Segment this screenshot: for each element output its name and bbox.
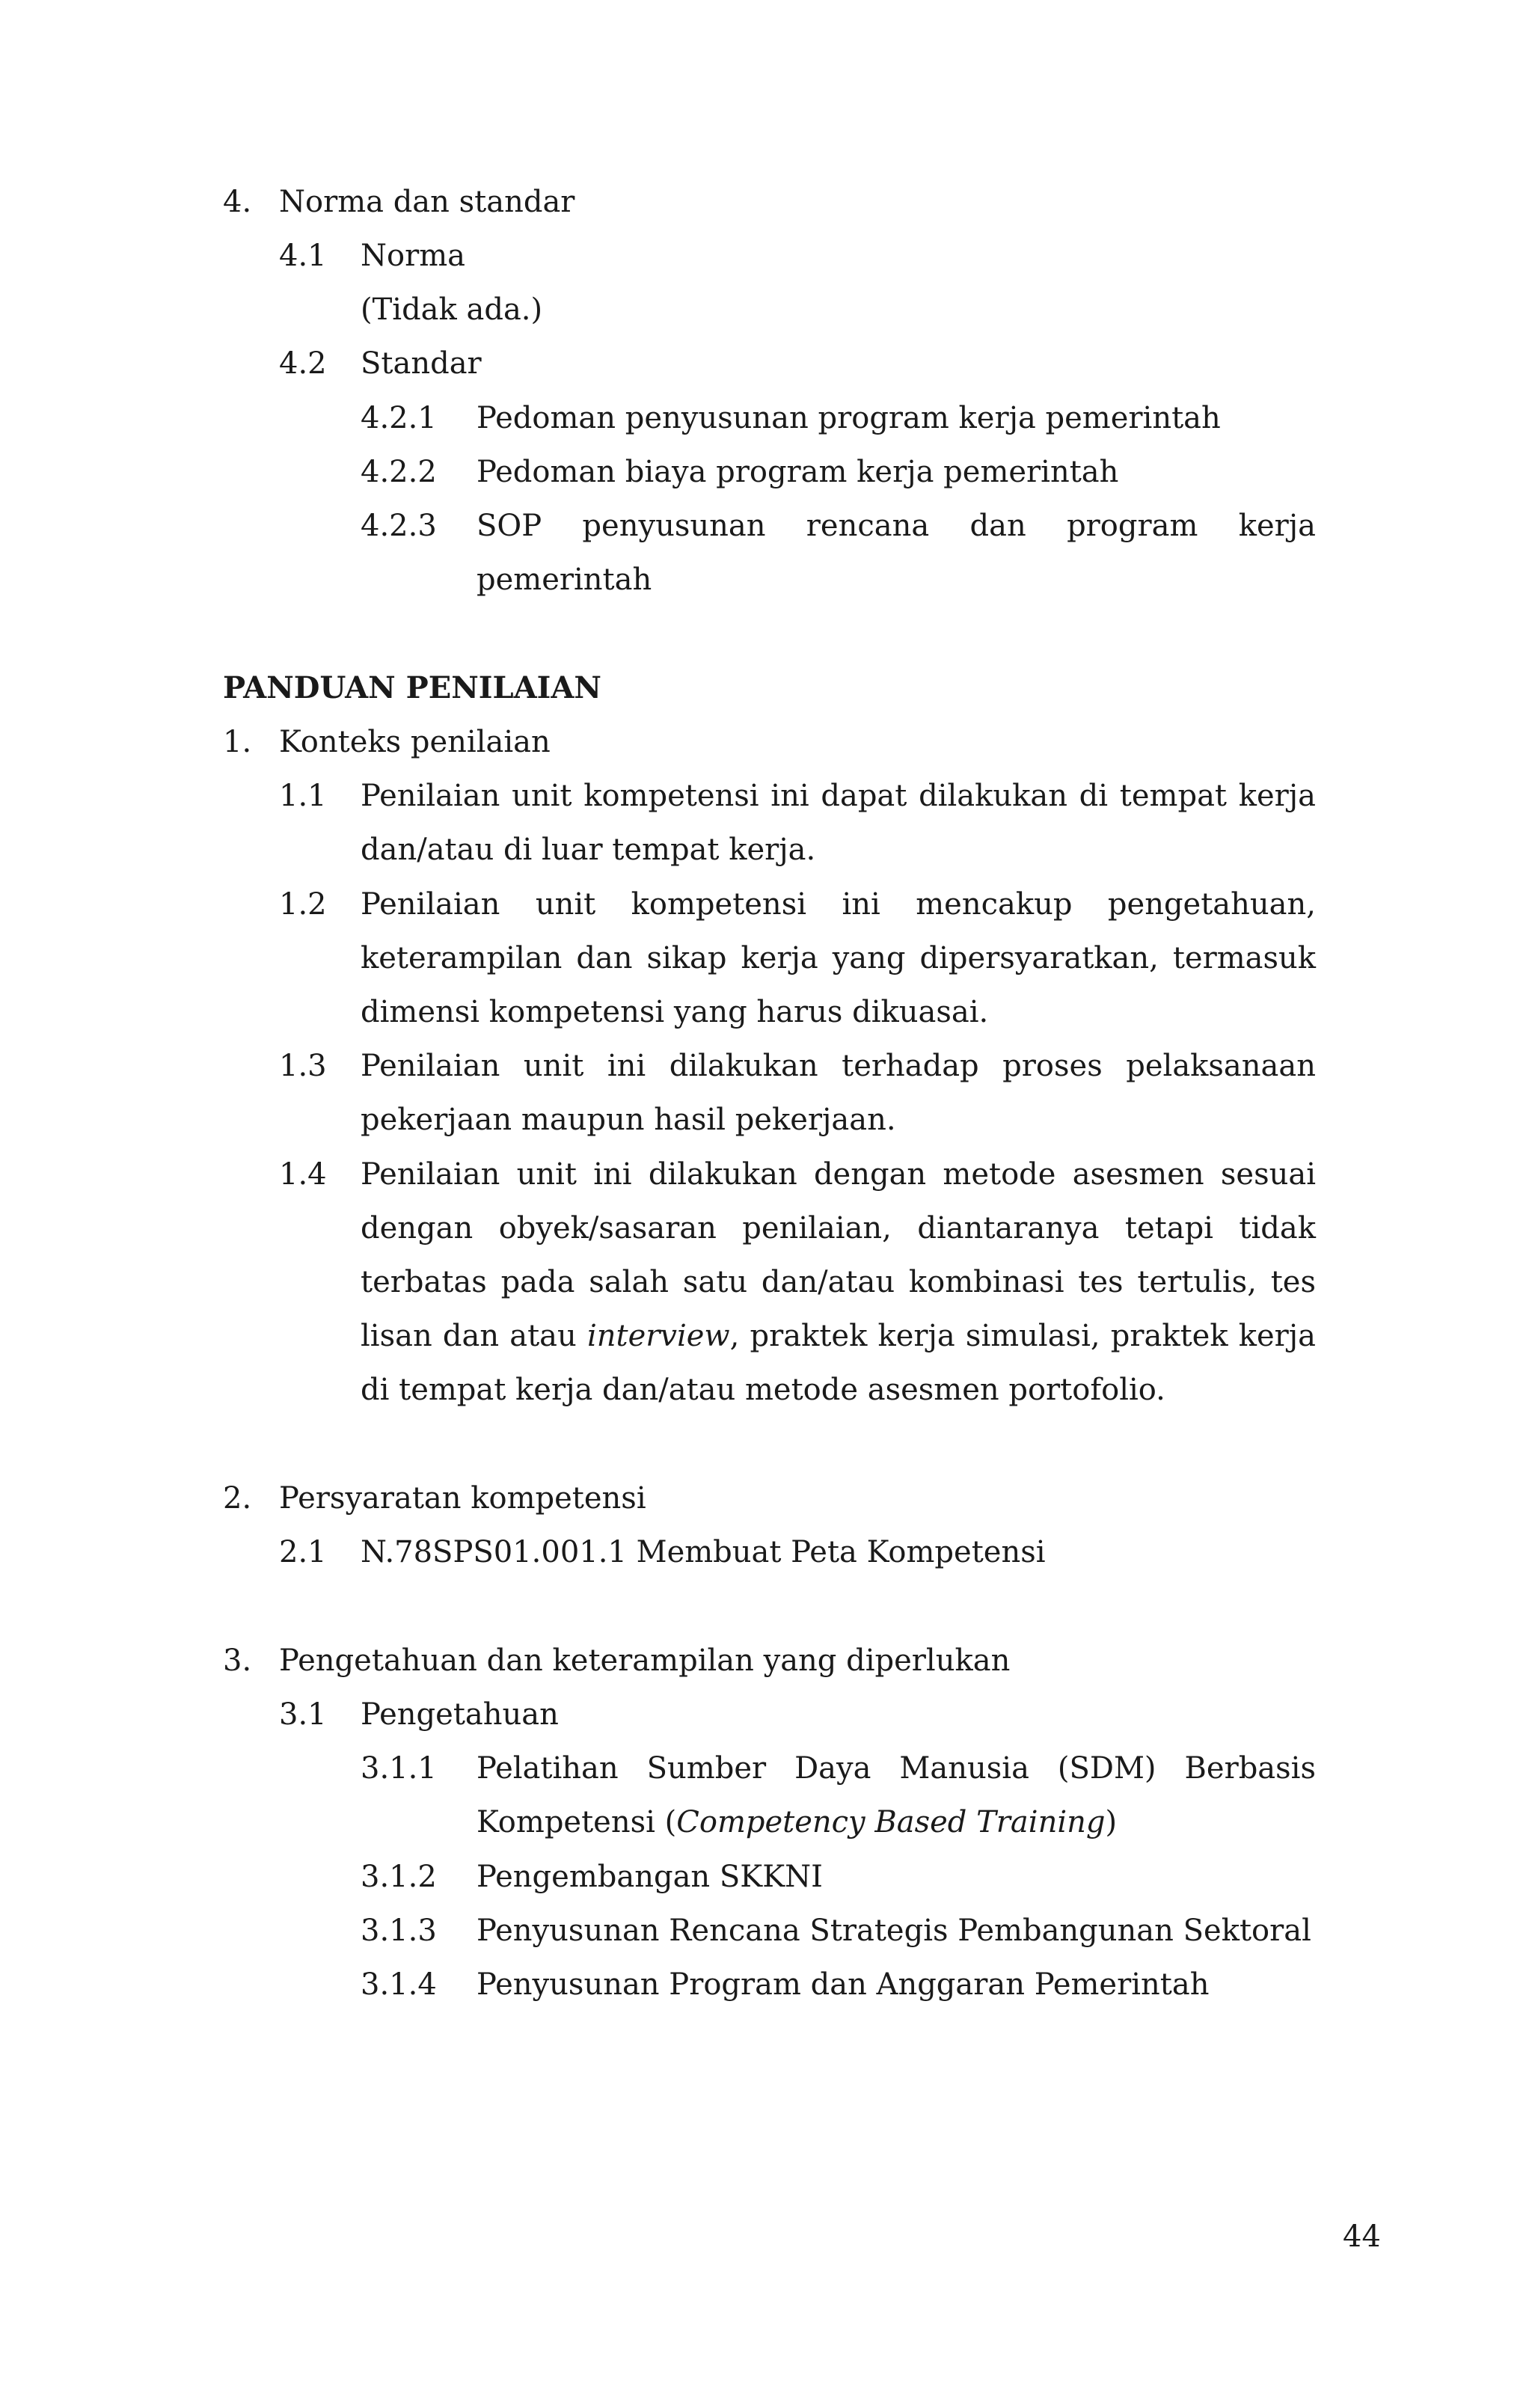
paragraph-number: 1.2	[279, 887, 327, 922]
item-number: 4.2.2	[361, 455, 437, 489]
item-text: SOP penyusunan rencana dan program kerja	[477, 509, 1316, 543]
section-number: 2.	[223, 1481, 252, 1516]
section-title: Pengetahuan dan keterampilan yang diperlukan	[279, 1643, 1011, 1678]
paragraph-line	[361, 1317, 1316, 1355]
paragraph-line: terbatas pada salah satu dan/atau kombinasi tes tertulis, tes	[361, 1265, 1316, 1299]
paragraph-number: 2.1	[279, 1535, 327, 1569]
item-number: 3.1.3	[361, 1914, 437, 1948]
paragraph-number: 1.3	[279, 1049, 327, 1083]
item-text: Penyusunan Program dan Anggaran Pemerintah	[477, 1967, 1210, 2002]
paragraph-line: Penilaian unit kompetensi ini dapat dilakukan di tempat kerja	[361, 779, 1316, 813]
item-number: 4.2.3	[361, 509, 437, 543]
paragraph-number: 1.1	[279, 779, 327, 813]
text-run: Kompetensi (	[477, 1805, 677, 1839]
item-number: 4.2.1	[361, 401, 437, 435]
subsection-title: Standar	[361, 346, 482, 381]
paragraph-line: Penilaian unit kompetensi ini mencakup pengetahuan,	[361, 887, 1316, 922]
item-text: Penyusunan Rencana Strategis Pembangunan Sektoral	[477, 1914, 1311, 1948]
paragraph-line: Penilaian unit ini dilakukan dengan metode asesmen sesuai	[361, 1157, 1316, 1192]
section-title: Persyaratan kompetensi	[279, 1481, 646, 1516]
italic-term: Competency Based Training	[676, 1805, 1106, 1839]
italic-term: interview	[586, 1319, 730, 1353]
paragraph-line: dimensi kompetensi yang harus dikuasai.	[361, 995, 989, 1029]
item-number: 3.1.1	[361, 1751, 437, 1786]
subsection-number: 3.1	[279, 1697, 327, 1732]
item-text: Pelatihan Sumber Daya Manusia (SDM) Berbasis	[477, 1751, 1316, 1786]
section-heading: PANDUAN PENILAIAN	[223, 670, 601, 705]
item-number: 3.1.4	[361, 1967, 437, 2002]
item-text-continuation: pemerintah	[477, 563, 652, 597]
item-text: Pedoman biaya program kerja pemerintah	[477, 455, 1119, 489]
section-number: 4.	[223, 185, 252, 219]
text-run: lisan dan atau	[361, 1319, 587, 1353]
text-run: , praktek kerja simulasi, praktek kerja	[729, 1319, 1316, 1353]
subsection-number: 4.1	[279, 239, 327, 273]
paragraph-line: N.78SPS01.001.1 Membuat Peta Kompetensi	[361, 1535, 1046, 1569]
section-title: Konteks penilaian	[279, 725, 551, 759]
paragraph-line: Penilaian unit ini dilakukan terhadap proses pelaksanaan	[361, 1049, 1316, 1083]
paragraph-line: dan/atau di luar tempat kerja.	[361, 833, 816, 867]
paragraph-line: keterampilan dan sikap kerja yang dipersyaratkan, termasuk	[361, 941, 1316, 975]
subsection-title: Pengetahuan	[361, 1697, 559, 1732]
item-text-continuation	[477, 1803, 1117, 1842]
item-number: 3.1.2	[361, 1860, 437, 1894]
text-run: )	[1105, 1805, 1118, 1839]
section-number: 3.	[223, 1643, 252, 1678]
subsection-body: (Tidak ada.)	[361, 292, 543, 327]
section-number: 1.	[223, 725, 252, 759]
paragraph-line: di tempat kerja dan/atau metode asesmen portofolio.	[361, 1373, 1165, 1407]
item-text: Pedoman penyusunan program kerja pemerintah	[477, 401, 1221, 435]
subsection-title: Norma	[361, 239, 465, 273]
subsection-number: 4.2	[279, 346, 327, 381]
paragraph-line: pekerjaan maupun hasil pekerjaan.	[361, 1103, 896, 1137]
paragraph-line: dengan obyek/sasaran penilaian, diantaranya tetapi tidak	[361, 1211, 1316, 1246]
page-number: 44	[1343, 2219, 1381, 2254]
item-text: Pengembangan SKKNI	[477, 1860, 823, 1894]
section-title: Norma dan standar	[279, 185, 575, 219]
paragraph-number: 1.4	[279, 1157, 327, 1192]
